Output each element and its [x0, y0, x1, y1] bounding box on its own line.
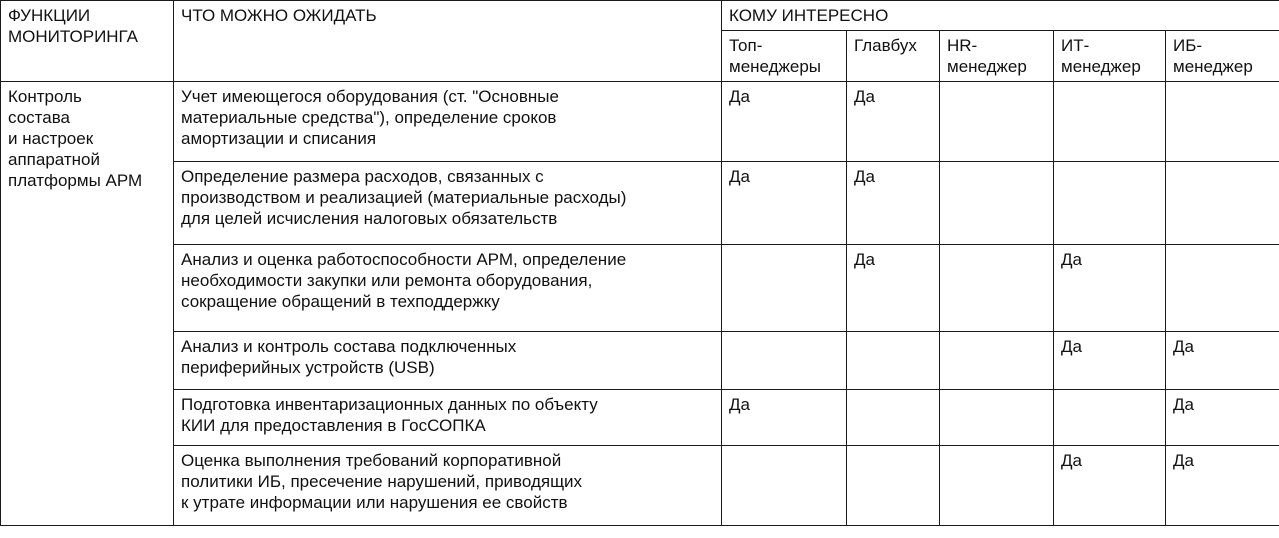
mark-cell: Да: [847, 245, 940, 332]
mark-cell: [1054, 162, 1166, 245]
mark-cell: Да: [722, 82, 847, 162]
mark-cell: [940, 390, 1054, 446]
header-role-top-managers: Топ- менеджеры: [722, 31, 847, 82]
header-expect: ЧТО МОЖНО ОЖИДАТЬ: [174, 1, 722, 82]
mark-cell: [1054, 82, 1166, 162]
table-row: [1, 390, 1279, 446]
expect-cell: Учет имеющегося оборудования (ст. "Основные материальные средства"), определение сроков амортизации и списания: [174, 82, 722, 162]
mark-cell: [940, 245, 1054, 332]
mark-cell: Да: [1054, 332, 1166, 390]
header-functions: ФУНКЦИИ МОНИТОРИНГА: [1, 1, 174, 82]
mark-cell: [1166, 245, 1279, 332]
expect-cell: Определение размера расходов, связанных с производством и реализацией (материальные расходы) для целей исчисления налоговых обязательств: [174, 162, 722, 245]
mark-cell: [940, 82, 1054, 162]
header-audience: КОМУ ИНТЕРЕСНО: [722, 1, 1279, 31]
table-row: [1, 162, 1279, 245]
expect-cell: Анализ и оценка работоспособности АРМ, определение необходимости закупки или ремонта оборудования, сокращение обращений в техподдержку: [174, 245, 722, 332]
mark-cell: [940, 446, 1054, 526]
mark-cell: [847, 332, 940, 390]
mark-cell: [847, 390, 940, 446]
mark-cell: Да: [1166, 390, 1279, 446]
mark-cell: [1166, 82, 1279, 162]
function-cell: Контроль состава и настроек аппаратной платформы АРМ: [1, 82, 174, 526]
mark-cell: [940, 332, 1054, 390]
mark-cell: [722, 332, 847, 390]
expect-cell: Анализ и контроль состава подключенных периферийных устройств (USB): [174, 332, 722, 390]
mark-cell: [1054, 390, 1166, 446]
mark-cell: Да: [1166, 332, 1279, 390]
table-row: [1, 446, 1279, 526]
mark-cell: [722, 446, 847, 526]
mark-cell: [1166, 162, 1279, 245]
header-role-hr-manager: HR- менеджер: [940, 31, 1054, 82]
mark-cell: Да: [847, 82, 940, 162]
expect-cell: Подготовка инвентаризационных данных по объекту КИИ для предоставления в ГосСОПКА: [174, 390, 722, 446]
table-row: [1, 332, 1279, 390]
expect-cell: Оценка выполнения требований корпоративной политики ИБ, пресечение нарушений, приводящих к утрате информации или нарушения ее свойств: [174, 446, 722, 526]
mark-cell: Да: [847, 162, 940, 245]
header-role-security-manager: ИБ- менеджер: [1166, 31, 1279, 82]
mark-cell: [940, 162, 1054, 245]
header-role-chief-accountant: Главбух: [847, 31, 940, 82]
mark-cell: Да: [1054, 446, 1166, 526]
mark-cell: [847, 446, 940, 526]
table-row: [1, 245, 1279, 332]
table-row: [1, 82, 1279, 162]
header-role-it-manager: ИТ- менеджер: [1054, 31, 1166, 82]
mark-cell: Да: [722, 390, 847, 446]
mark-cell: [722, 245, 847, 332]
mark-cell: Да: [722, 162, 847, 245]
mark-cell: Да: [1166, 446, 1279, 526]
mark-cell: Да: [1054, 245, 1166, 332]
